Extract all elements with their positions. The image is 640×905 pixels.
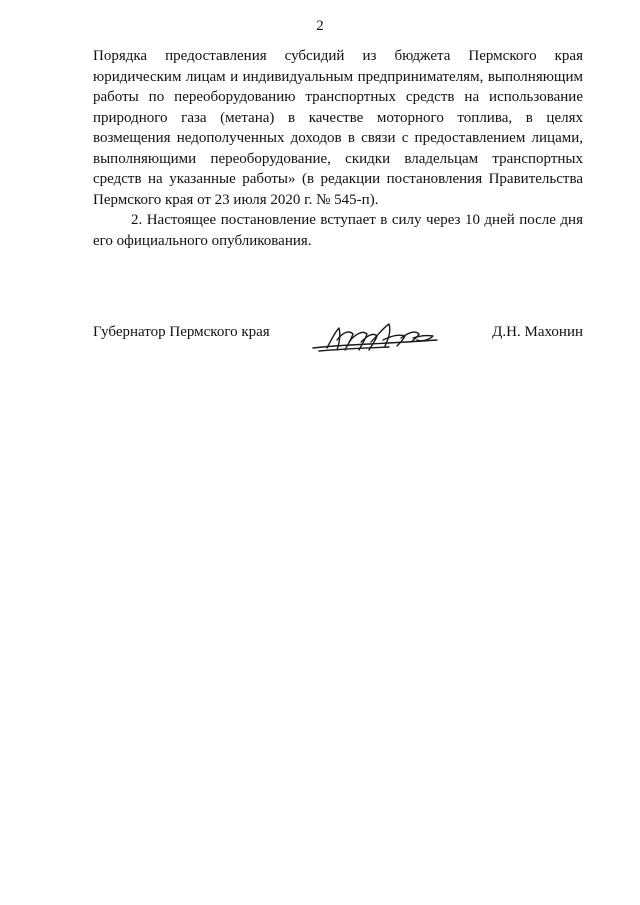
signature-block bbox=[93, 318, 583, 368]
signatory-position: Губернатор Пермского края bbox=[93, 324, 270, 340]
handwritten-signature bbox=[309, 318, 449, 358]
paragraph-continuation: Порядка предоставления субсидий из бюджета Пермского края юридическим лицам и индивидуальным предпринимателям, выполняющим работы по переоборудованию транспортных средств на использование природного газа (метана) в качестве моторного топлива, в целях возмещения недополученных доходов в связи с предоставлением лицами, выполняющими переоборудование, скидки владельцам транспортных средств на указанные работы» (в редакции постановления Правительства Пермского края от 23 июля 2020 г. № 545-п). bbox=[93, 48, 583, 208]
page-number: 2 bbox=[316, 18, 324, 34]
paragraph-effective-date: 2. Настоящее постановление вступает в силу через 10 дней после дня его официального опубликования. bbox=[93, 212, 583, 249]
signatory-name: Д.Н. Махонин bbox=[492, 324, 583, 340]
document-body bbox=[93, 46, 583, 251]
